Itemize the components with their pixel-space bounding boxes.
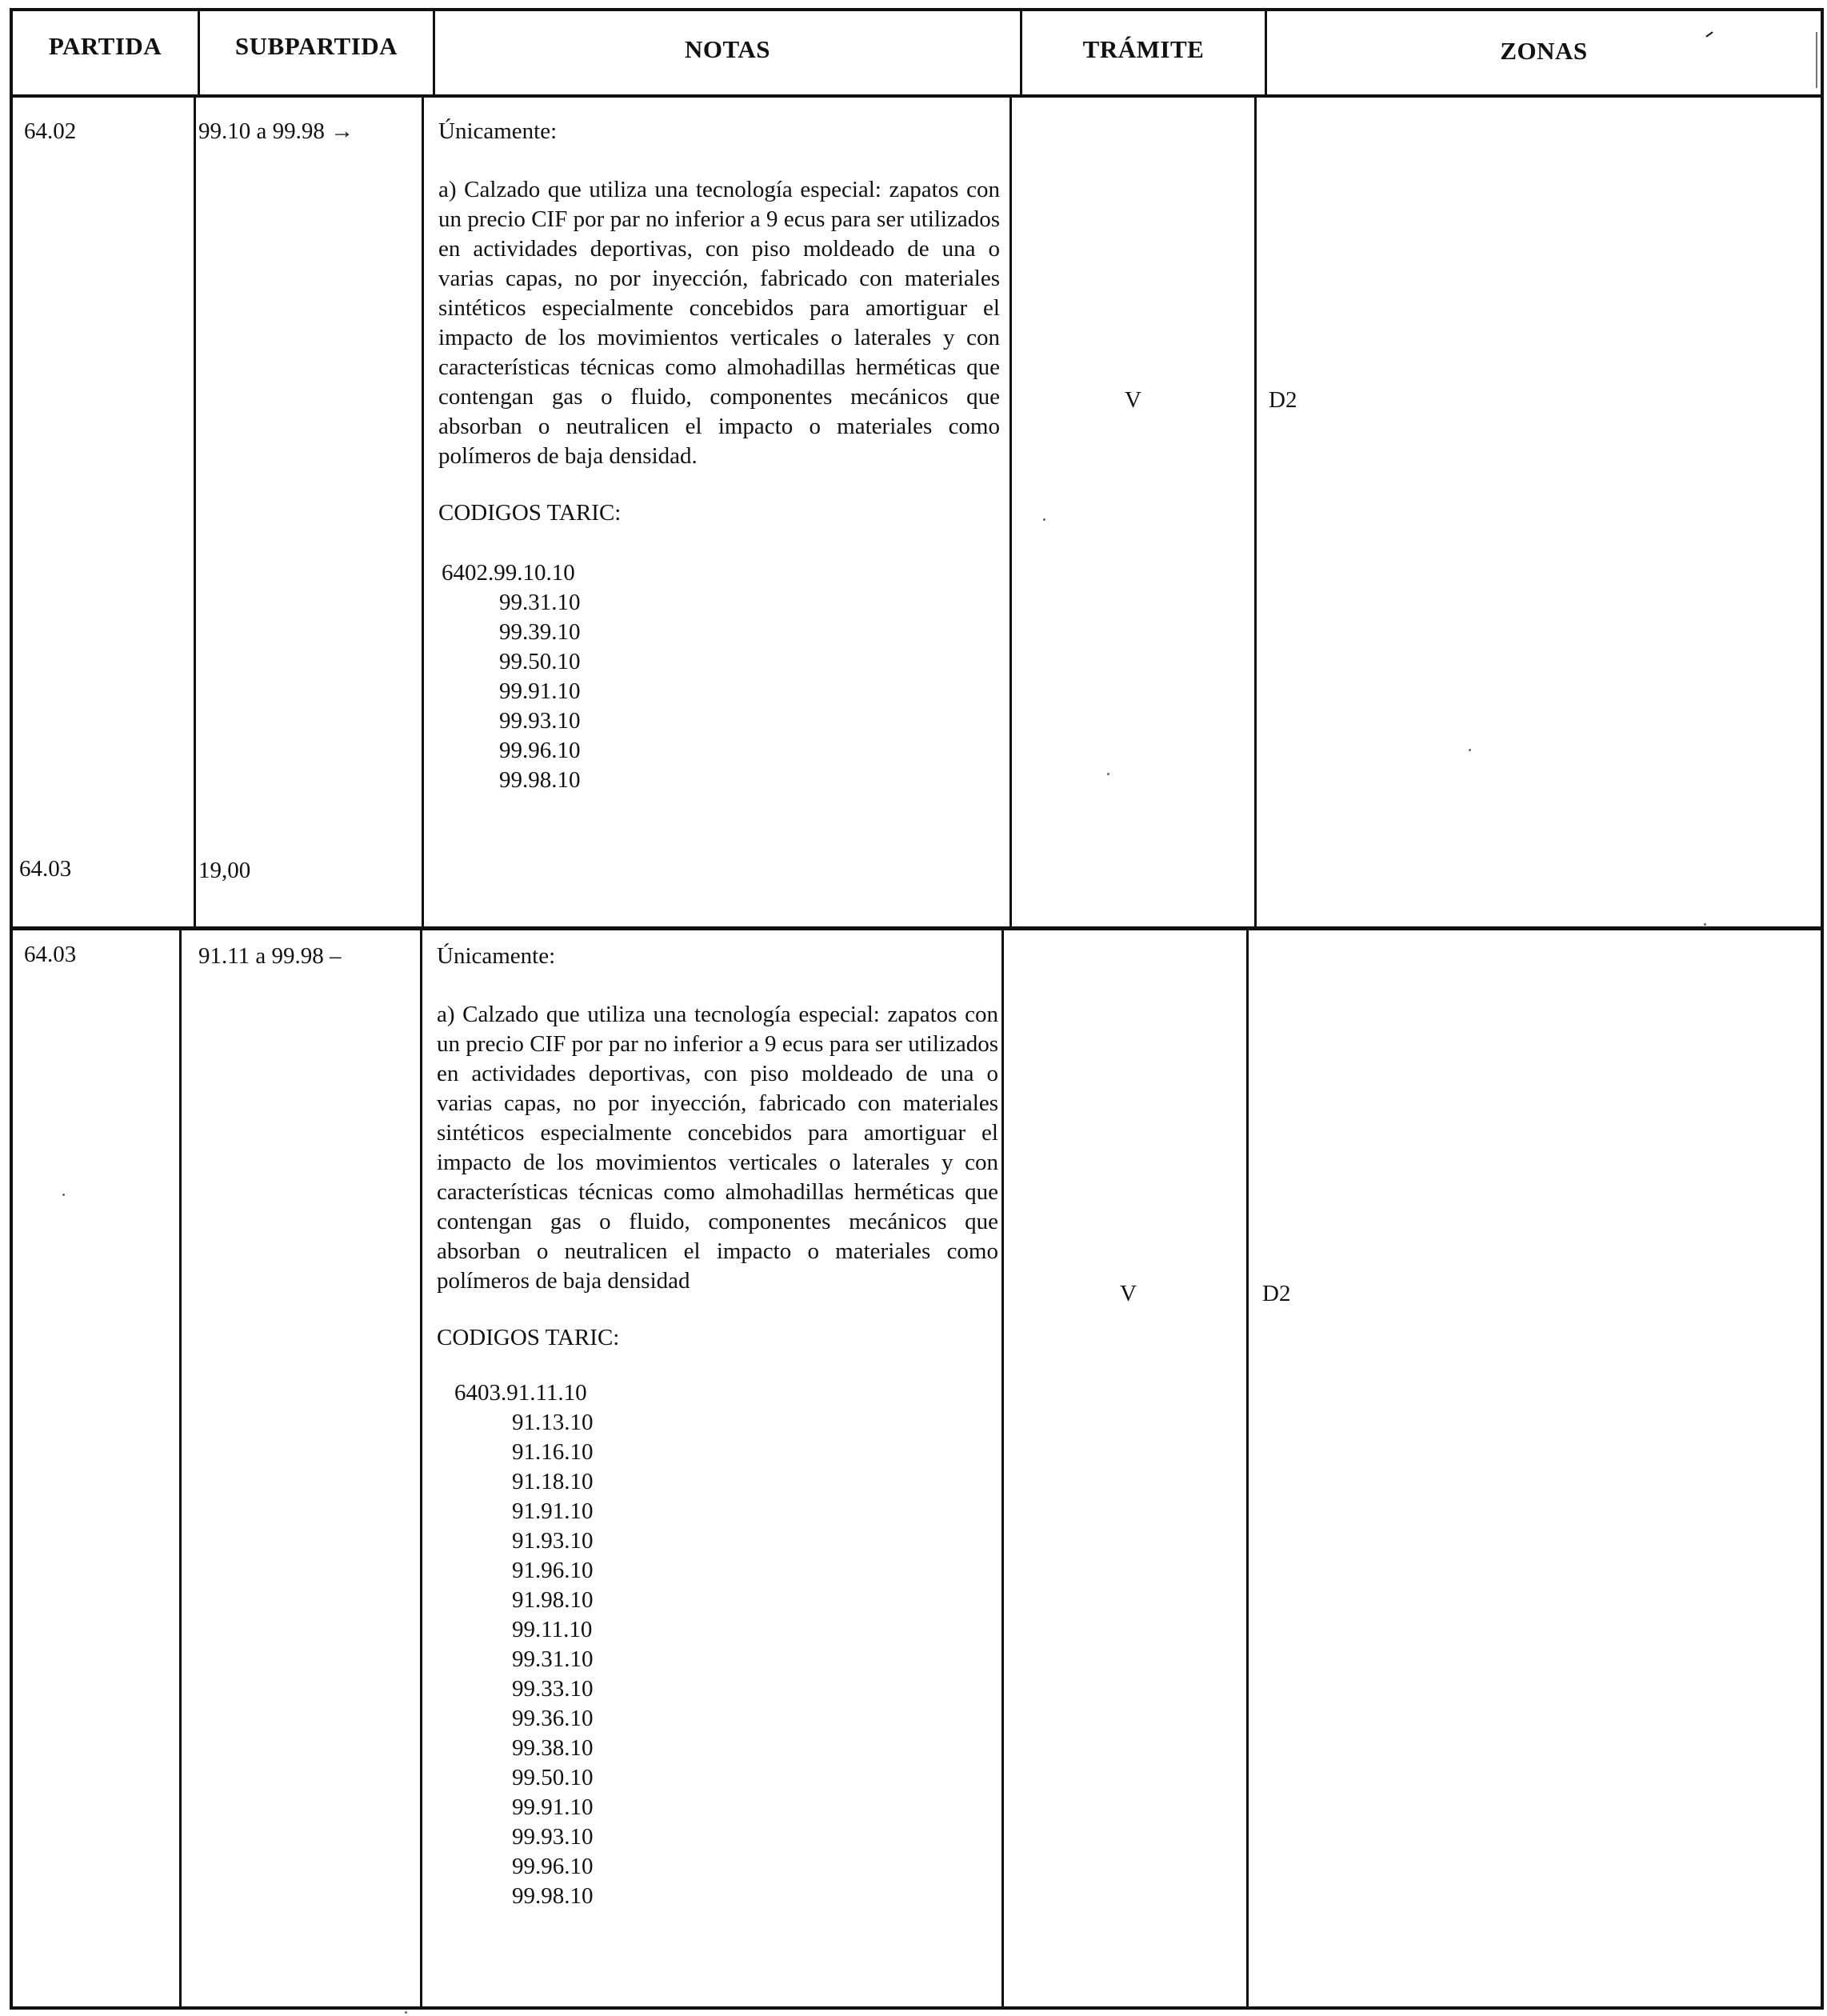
taric-code-item: 99.39.10 [499, 619, 581, 645]
taric-code-item: 91.91.10 [512, 1498, 594, 1524]
notas-cell [438, 117, 1000, 528]
notas-cell [437, 942, 998, 1353]
header-subpartida-label: SUBPARTIDA [234, 32, 398, 60]
header-cell-notas [435, 11, 1022, 94]
taric-code-item: 99.91.10 [499, 678, 581, 704]
partida-cell: 64.03 [19, 856, 72, 882]
table-row-section-1 [10, 98, 1824, 930]
table-row-section-2 [10, 928, 1824, 2010]
header-tramite-label: TRÁMITE [1082, 35, 1205, 63]
taric-code-item: 99.96.10 [512, 1854, 594, 1879]
tramite-cell: V [1125, 387, 1141, 413]
taric-code-item: 99.50.10 [512, 1765, 594, 1790]
partida-cell: 64.02 [24, 118, 77, 144]
taric-code-item: 99.31.10 [499, 590, 581, 615]
taric-code-item: 6403.91.11.10 [454, 1380, 587, 1406]
taric-code-item: 91.98.10 [512, 1587, 594, 1613]
taric-code-list [454, 1378, 594, 1911]
scan-speck [1469, 749, 1471, 751]
taric-code-item: 91.96.10 [512, 1558, 594, 1583]
taric-code-item: 99.33.10 [512, 1676, 594, 1702]
partida-cell: 64.03 [24, 942, 77, 967]
header-cell-subpartida [200, 11, 435, 94]
codigos-taric-label: CODIGOS TARIC: [437, 1325, 620, 1350]
taric-code-item: 6402.99.10.10 [442, 560, 575, 586]
unicamente-label: Únicamente: [438, 118, 558, 144]
codigos-taric-label: CODIGOS TARIC: [438, 500, 622, 526]
taric-code-item: 99.38.10 [512, 1735, 594, 1761]
column-divider [1009, 98, 1012, 926]
header-partida-label: PARTIDA [48, 32, 162, 60]
header-zonas-label: ZONAS [1500, 37, 1588, 65]
taric-code-item: 99.91.10 [512, 1794, 594, 1820]
scan-speck [62, 1194, 65, 1196]
column-divider [1254, 98, 1257, 926]
zonas-cell: D2 [1269, 387, 1297, 413]
scan-speck [1704, 923, 1706, 926]
taric-code-item: 91.16.10 [512, 1439, 594, 1465]
subpartida-cell: 99.10 a 99.98 → [198, 118, 354, 144]
taric-code-list [442, 558, 581, 795]
taric-code-item: 99.50.10 [499, 649, 581, 674]
scan-speck [1107, 773, 1109, 775]
notas-paragraph: a) Calzado que utiliza una tecnología especial: zapatos con un precio CIF por par no inferior a 9 ecus para ser utilizados en actividades deportivas, con piso moldeado de una o varias capas, no por inyección, fabricado con materiales sintéticos especialmente concebidos para amortiguar el impacto de los movimientos verticales o laterales y con características técnicas como almohadillas herméticas que contengan gas o fluido, componentes mecánicos que absorban o neutralicen el impacto o materiales como polímeros de baja densidad [437, 1002, 998, 1294]
taric-code-item: 99.96.10 [499, 738, 581, 763]
taric-code-item: 99.31.10 [512, 1646, 594, 1672]
tramite-cell: V [1120, 1281, 1137, 1306]
scan-speck [405, 2011, 407, 2014]
column-divider [194, 98, 196, 926]
header-cell-zonas [1267, 11, 1821, 94]
taric-code-item: 91.13.10 [512, 1410, 594, 1435]
header-cell-partida [13, 11, 200, 94]
column-divider [179, 930, 182, 2006]
subpartida-cell: 91.11 a 99.98 – [198, 943, 342, 969]
taric-code-item: 99.98.10 [499, 767, 581, 793]
scan-speck [1043, 518, 1045, 521]
column-divider [1246, 930, 1249, 2006]
taric-code-item: 99.98.10 [512, 1883, 594, 1909]
scan-edge-mark [1816, 32, 1817, 88]
header-cell-tramite [1022, 11, 1267, 94]
column-divider [1001, 930, 1004, 2006]
taric-code-item: 99.11.10 [512, 1617, 593, 1642]
unicamente-label: Únicamente: [437, 943, 556, 969]
column-divider [420, 930, 422, 2006]
header-notas-label: NOTAS [684, 35, 770, 63]
taric-code-item: 99.93.10 [499, 708, 581, 734]
taric-code-item: 99.93.10 [512, 1824, 594, 1850]
subpartida-cell: 19,00 [198, 858, 251, 883]
column-divider [422, 98, 424, 926]
table-header-row [10, 8, 1824, 98]
taric-code-item: 91.18.10 [512, 1469, 594, 1494]
notas-paragraph: a) Calzado que utiliza una tecnología especial: zapatos con un precio CIF por par no inferior a 9 ecus para ser utilizados en actividades deportivas, con piso moldeado de una o varias capas, no por inyección, fabricado con materiales sintéticos especialmente concebidos para amortiguar el impacto de los movimientos verticales o laterales y con características técnicas como almohadillas herméticas que contengan gas o fluido, componentes mecánicos que absorban o neutralicen el impacto o materiales como polímeros de baja densidad. [438, 177, 1000, 469]
taric-code-item: 91.93.10 [512, 1528, 594, 1554]
zonas-cell: D2 [1262, 1281, 1291, 1306]
taric-code-item: 99.36.10 [512, 1706, 594, 1731]
